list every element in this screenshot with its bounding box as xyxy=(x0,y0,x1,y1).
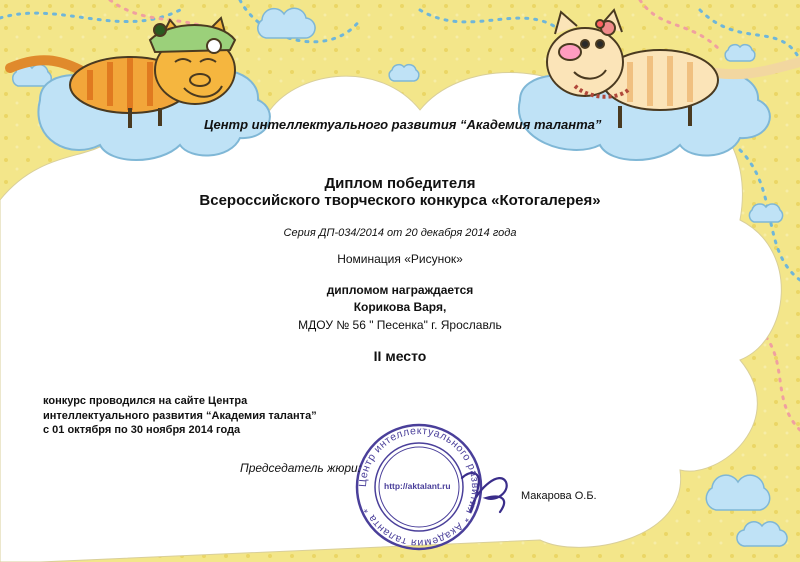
diploma-title-line2: Всероссийского творческого конкурса «Котогалерея» xyxy=(199,192,601,209)
place-text: II место xyxy=(373,348,427,364)
nomination-text: Номинация «Рисунок» xyxy=(337,252,463,266)
chair-name: Макарова О.Б. xyxy=(521,490,597,502)
org-title: Центр интеллектуального развития “Академия таланта” xyxy=(204,117,602,132)
diploma-title-line1: Диплом победителя xyxy=(324,175,476,192)
institution-text: МДОУ № 56 " Песенка" г. Ярославль xyxy=(298,318,502,332)
contest-info-line2: интеллектуального развития “Академия таланта” xyxy=(43,410,317,422)
winner-name: Корикова Варя, xyxy=(353,300,447,314)
stamp-outer-text: Центр интеллектуального развития * Академия таланта * xyxy=(356,424,482,550)
awarded-label: дипломом награждается xyxy=(326,283,474,297)
contest-info-line1: конкурс проводился на сайте Центра xyxy=(43,395,248,407)
series-text: Серия ДП-034/2014 от 20 декабря 2014 года xyxy=(283,227,517,239)
contest-info-line3: с 01 октября по 30 ноября 2014 года xyxy=(43,424,241,436)
stamp-url: http://aktalant.ru xyxy=(384,481,451,491)
chair-label: Председатель жюри: xyxy=(240,461,362,475)
